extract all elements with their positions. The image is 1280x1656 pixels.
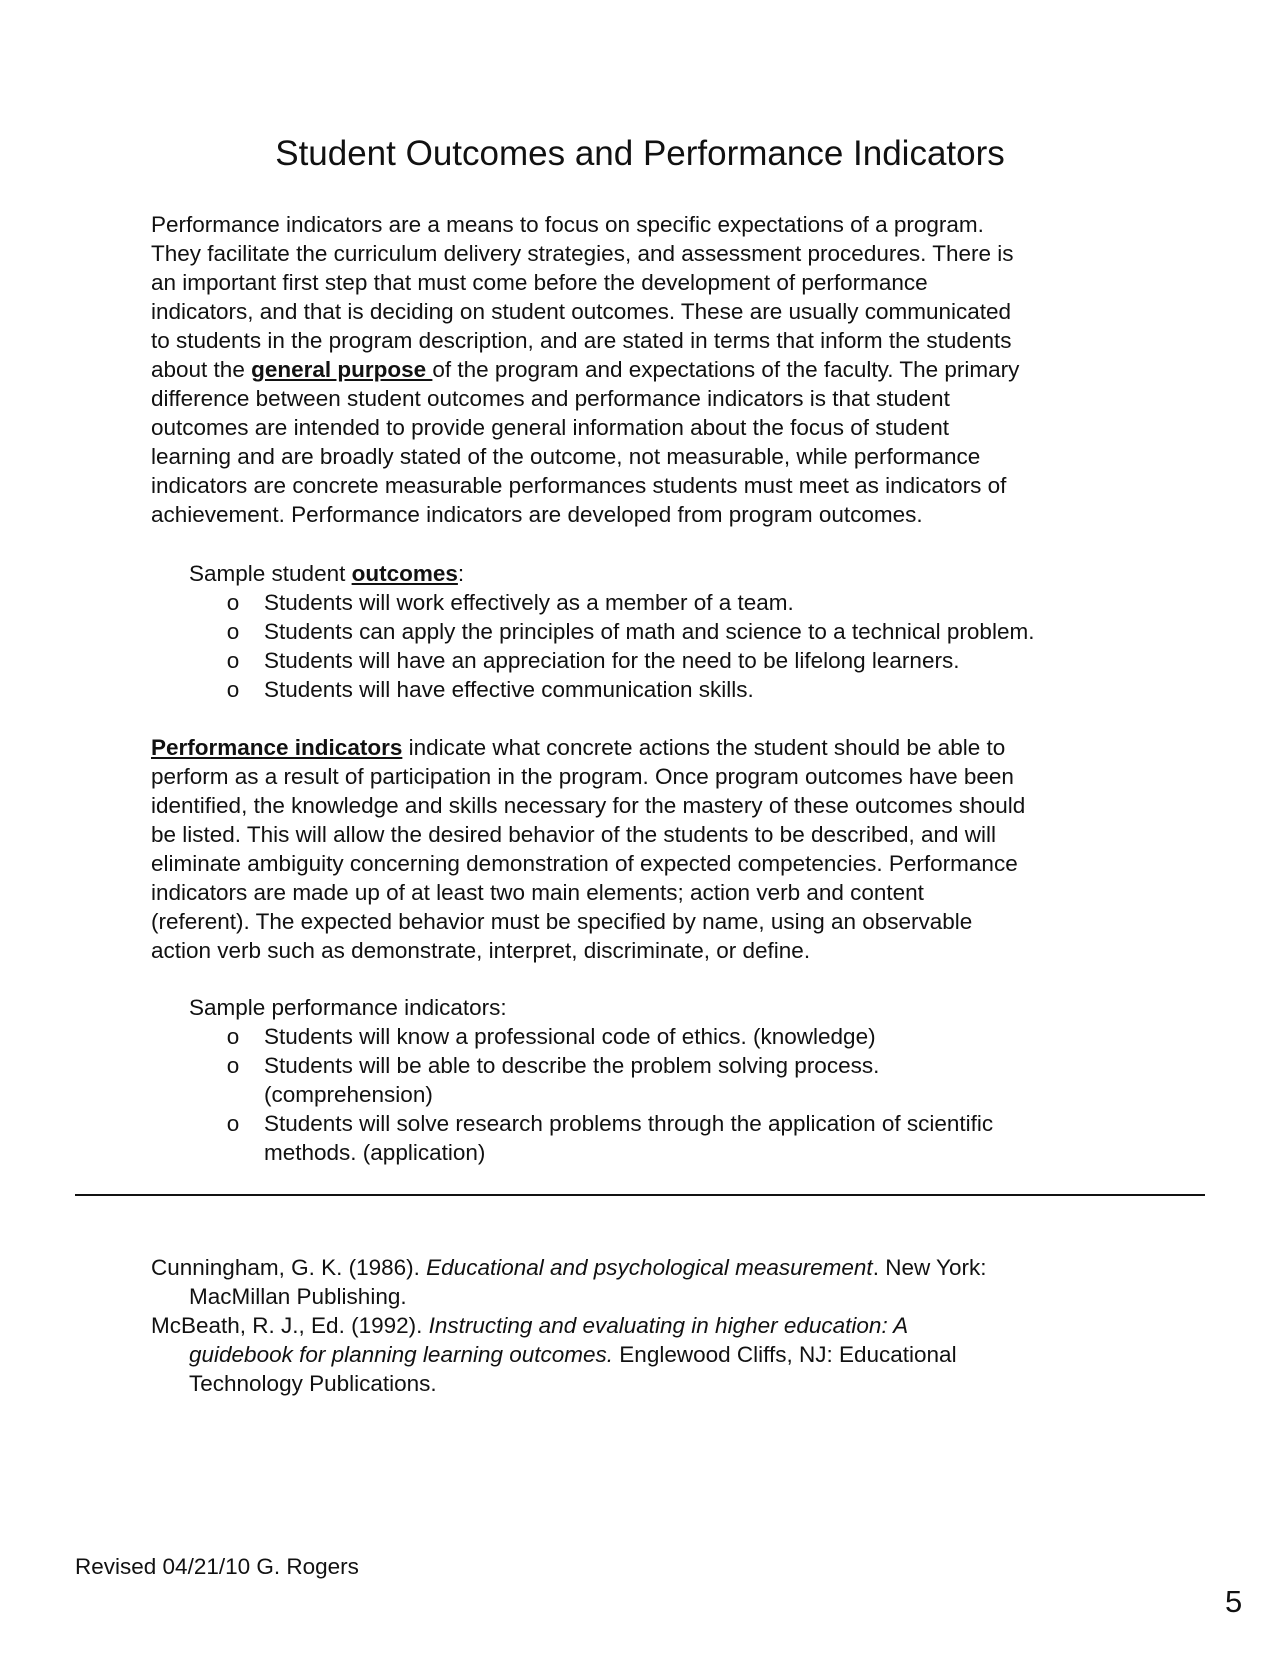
text-line: Students will be able to describe the problem solving process. — [264, 1053, 880, 1078]
list-item — [0, 617, 1280, 646]
text-line — [151, 1340, 1151, 1369]
text-fragment: Cunningham, G. K. (1986). — [151, 1255, 427, 1280]
performance-indicators-paragraph — [151, 733, 1141, 965]
text-fragment: indicate what concrete actions the student should be able to — [402, 735, 1006, 760]
list-item — [0, 588, 1280, 617]
text-line: achievement. Performance indicators are developed from program outcomes. — [151, 502, 923, 527]
text-line — [151, 733, 1141, 762]
bullet-icon: o — [226, 648, 240, 673]
list-item-text — [264, 1051, 879, 1109]
list-item-text: Students will know a professional code of ethics. (knowledge) — [264, 1024, 876, 1049]
list-item — [0, 1051, 1280, 1109]
text-line: indicators, and that is deciding on student outcomes. These are usually communicated — [151, 299, 1012, 324]
text-fragment: : — [457, 561, 465, 586]
list-item-text — [264, 1109, 993, 1167]
text-line: eliminate ambiguity concerning demonstration of expected competencies. Performance — [151, 851, 1018, 876]
emphasis-general-purpose: general purpose — [251, 357, 433, 382]
bullet-icon: o — [226, 1053, 240, 1078]
bullet-icon: o — [226, 677, 240, 702]
list-item-text: Students will have effective communication skills. — [264, 677, 754, 702]
text-line: to students in the program description, and are stated in terms that inform the students — [151, 328, 1012, 353]
text-line: difference between student outcomes and performance indicators is that student — [151, 386, 950, 411]
text-line: methods. (application) — [264, 1140, 486, 1165]
text-line: an important first step that must come before the development of performance — [151, 270, 928, 295]
text-line — [151, 1253, 1151, 1282]
intro-paragraph — [151, 210, 1141, 529]
page-title: Student Outcomes and Performance Indicators — [275, 134, 1005, 173]
text-fragment: McBeath, R. J., Ed. (1992). — [151, 1313, 429, 1338]
bullet-icon: o — [226, 619, 240, 644]
list-item — [0, 675, 1280, 704]
list-item-text: Students will work effectively as a member of a team. — [264, 590, 794, 615]
text-line: identified, the knowledge and skills necessary for the mastery of these outcomes should — [151, 793, 1026, 818]
text-line: learning and are broadly stated of the outcome, not measurable, while performance — [151, 444, 981, 469]
indicators-list — [0, 1022, 1280, 1167]
text-line — [151, 1311, 1151, 1340]
bullet-icon: o — [226, 590, 240, 615]
reference-title: Instructing and evaluating in higher education: A — [428, 1313, 909, 1338]
reference-title: guidebook for planning learning outcomes. — [189, 1342, 614, 1367]
bullet-icon: o — [226, 1024, 240, 1049]
list-item — [0, 1022, 1280, 1051]
text-fragment: . New York: — [872, 1255, 987, 1280]
outcomes-list — [0, 588, 1280, 704]
emphasis-performance-indicators: Performance indicators — [151, 735, 403, 760]
revision-footer: Revised 04/21/10 G. Rogers — [75, 1554, 359, 1579]
text-line: MacMillan Publishing. — [189, 1284, 407, 1309]
horizontal-divider — [75, 1194, 1205, 1196]
text-line: Students will solve research problems through the application of scientific — [264, 1111, 994, 1136]
text-line: be listed. This will allow the desired behavior of the students to be described, and will — [151, 822, 997, 847]
reference-entry — [151, 1311, 1151, 1398]
text-line: outcomes are intended to provide general information about the focus of student — [151, 415, 950, 440]
bullet-icon: o — [226, 1111, 240, 1136]
text-line: action verb such as demonstrate, interpret, discriminate, or define. — [151, 938, 811, 963]
text-line: (comprehension) — [264, 1082, 433, 1107]
text-line: indicators are concrete measurable performances students must meet as indicators of — [151, 473, 1007, 498]
reference-title: Educational and psychological measurement — [426, 1255, 873, 1280]
text-fragment: about the — [151, 357, 252, 382]
list-item-text: Students can apply the principles of math and science to a technical problem. — [264, 619, 1035, 644]
text-line — [151, 355, 1141, 384]
text-fragment: Sample student — [189, 561, 352, 586]
outcomes-heading — [189, 559, 464, 588]
text-fragment: Englewood Cliffs, NJ: Educational — [613, 1342, 957, 1367]
text-line: indicators are made up of at least two main elements; action verb and content — [151, 880, 924, 905]
text-line: (referent). The expected behavior must be specified by name, using an observable — [151, 909, 973, 934]
text-fragment: of the program and expectations of the faculty. The primary — [432, 357, 1020, 382]
list-item-text: Students will have an appreciation for the need to be lifelong learners. — [264, 648, 960, 673]
indicators-heading: Sample performance indicators: — [189, 995, 507, 1020]
text-line: Technology Publications. — [189, 1371, 437, 1396]
text-line: They facilitate the curriculum delivery strategies, and assessment procedures. There is — [151, 241, 1014, 266]
list-item — [0, 646, 1280, 675]
page-number: 5 — [1225, 1584, 1243, 1619]
list-item — [0, 1109, 1280, 1167]
references — [151, 1253, 1151, 1398]
emphasis-outcomes: outcomes — [351, 561, 458, 586]
text-line: Performance indicators are a means to focus on specific expectations of a program. — [151, 212, 984, 237]
text-line: perform as a result of participation in the program. Once program outcomes have been — [151, 764, 1014, 789]
reference-entry — [151, 1253, 1151, 1311]
